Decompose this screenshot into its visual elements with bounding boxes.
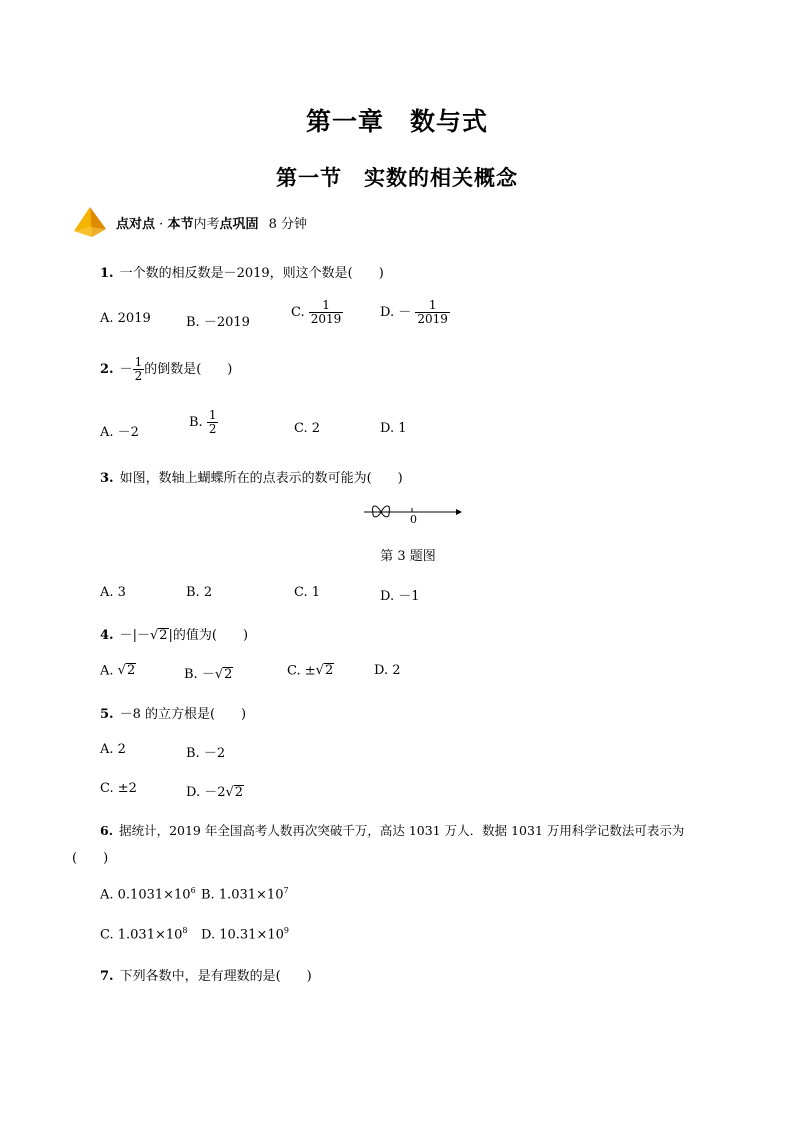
option-text: A. 0.1031×10 xyxy=(100,887,191,903)
option-label: D. －2 xyxy=(186,785,226,800)
option-text: B. 1.031×10 xyxy=(201,887,284,903)
numerator: 1 xyxy=(134,355,143,369)
question-stem: 一个数的相反数是－2019，则这个数是( ) xyxy=(119,266,384,281)
sqrt: √ 2 xyxy=(149,627,168,643)
numerator: 1 xyxy=(428,298,437,312)
q1-option-b: B. －2019 xyxy=(186,315,250,330)
q4-option-a xyxy=(100,663,136,678)
radicand: 2 xyxy=(234,784,244,800)
denominator: 2019 xyxy=(417,312,448,327)
q6-option-c xyxy=(100,926,188,942)
fraction xyxy=(133,356,145,383)
sqrt: √ 2 xyxy=(117,663,136,679)
radicand: 2 xyxy=(224,666,233,682)
q2-option-a: A. －2 xyxy=(100,425,139,440)
question-stem: 下列各数中，是有理数的是( ) xyxy=(119,969,312,984)
question-stem: －8 的立方根是( ) xyxy=(119,707,247,722)
banner-bold-1: 点对点 xyxy=(116,216,156,232)
section-banner xyxy=(72,205,307,239)
question-number: 3. xyxy=(100,471,114,486)
fraction xyxy=(415,299,450,326)
question-number: 5. xyxy=(100,707,114,722)
option-label: D. － xyxy=(380,305,412,321)
option-label: C. ± xyxy=(287,663,316,679)
q3-option-a: A. 3 xyxy=(100,585,126,600)
sqrt: √ 2 xyxy=(214,666,233,682)
question-5 xyxy=(100,703,246,722)
banner-time: 8 分钟 xyxy=(268,216,308,232)
banner-dot: · xyxy=(159,216,164,232)
q3-option-b: B. 2 xyxy=(186,585,213,600)
denominator: 2 xyxy=(134,369,143,384)
stem-prefix: －|－ xyxy=(119,628,150,643)
q6-option-a xyxy=(100,886,196,902)
question-number: 1. xyxy=(100,266,114,281)
question-2 xyxy=(100,356,232,383)
q6-option-b xyxy=(201,886,289,902)
stem-prefix: － xyxy=(119,362,133,378)
option-text: C. 1.031×10 xyxy=(100,927,183,943)
butterfly-icon xyxy=(373,506,390,517)
number-line-figure xyxy=(360,500,464,526)
q2-option-c: C. 2 xyxy=(294,421,321,436)
q5-option-a: A. 2 xyxy=(100,742,126,757)
question-7 xyxy=(100,965,312,984)
radicand: 2 xyxy=(126,663,136,678)
pyramid-icon xyxy=(72,205,108,239)
option-label: A. xyxy=(100,663,114,679)
denominator: 2 xyxy=(208,422,217,437)
q4-option-b xyxy=(184,663,233,682)
denominator: 2019 xyxy=(310,312,342,327)
fraction xyxy=(309,299,344,326)
q1-option-c xyxy=(291,299,343,326)
stem-suffix: 的倒数是( ) xyxy=(144,362,233,378)
q2-option-b xyxy=(189,409,218,436)
q1-option-a: A. 2019 xyxy=(100,311,151,326)
radicand: 2 xyxy=(159,627,168,643)
question-number: 7. xyxy=(100,969,114,984)
question-6-line2: ( ) xyxy=(72,851,109,866)
q5-option-d xyxy=(186,781,244,800)
fraction xyxy=(207,409,219,436)
radicand: 2 xyxy=(324,663,334,678)
question-number: 4. xyxy=(100,628,114,643)
q6-option-d xyxy=(201,926,289,942)
option-label: B. xyxy=(189,415,203,431)
banner-mid: 内考 xyxy=(193,216,220,232)
question-4 xyxy=(100,624,248,643)
banner-bold-2: 本节 xyxy=(167,216,194,232)
chapter-title: 第一章 数与式 xyxy=(305,107,488,136)
numerator: 1 xyxy=(322,298,330,312)
q4-option-d: D. 2 xyxy=(374,663,401,678)
q4-option-c xyxy=(287,663,334,678)
q5-option-b: B. －2 xyxy=(186,746,226,761)
question-number: 2. xyxy=(100,362,114,378)
q3-option-c: C. 1 xyxy=(294,585,321,600)
q1-option-d xyxy=(380,299,450,326)
q2-option-d: D. 1 xyxy=(380,421,407,436)
question-number: 6. xyxy=(100,823,114,838)
stem-suffix: |的值为( ) xyxy=(168,628,249,643)
q3-option-d: D. －1 xyxy=(380,589,420,604)
option-text: D. 10.31×10 xyxy=(201,927,284,943)
exponent: 9 xyxy=(283,926,289,935)
section-title: 第一节 实数的相关概念 xyxy=(276,166,518,190)
banner-bold-3: 点巩固 xyxy=(219,216,259,232)
exponent: 8 xyxy=(182,926,188,935)
sqrt: √ 2 xyxy=(225,784,244,800)
numerator: 1 xyxy=(208,408,217,422)
question-3 xyxy=(100,467,403,486)
q5-option-c: C. ±2 xyxy=(100,781,137,796)
question-stem: 据统计，2019 年全国高考人数再次突破千万，高达 1031 万人．数据 1031 万用科学记数法可表示为 xyxy=(119,823,685,838)
figure-caption: 第 3 题图 xyxy=(380,549,436,564)
question-6 xyxy=(100,821,684,839)
sqrt: √ 2 xyxy=(315,663,334,679)
exponent: 6 xyxy=(190,886,196,895)
question-stem: 如图，数轴上蝴蝶所在的点表示的数可能为( ) xyxy=(119,471,403,486)
option-label: B. － xyxy=(184,667,215,682)
exponent: 7 xyxy=(283,886,289,895)
option-label: C. xyxy=(291,305,305,321)
zero-label: 0 xyxy=(410,513,417,526)
question-1 xyxy=(100,262,384,281)
